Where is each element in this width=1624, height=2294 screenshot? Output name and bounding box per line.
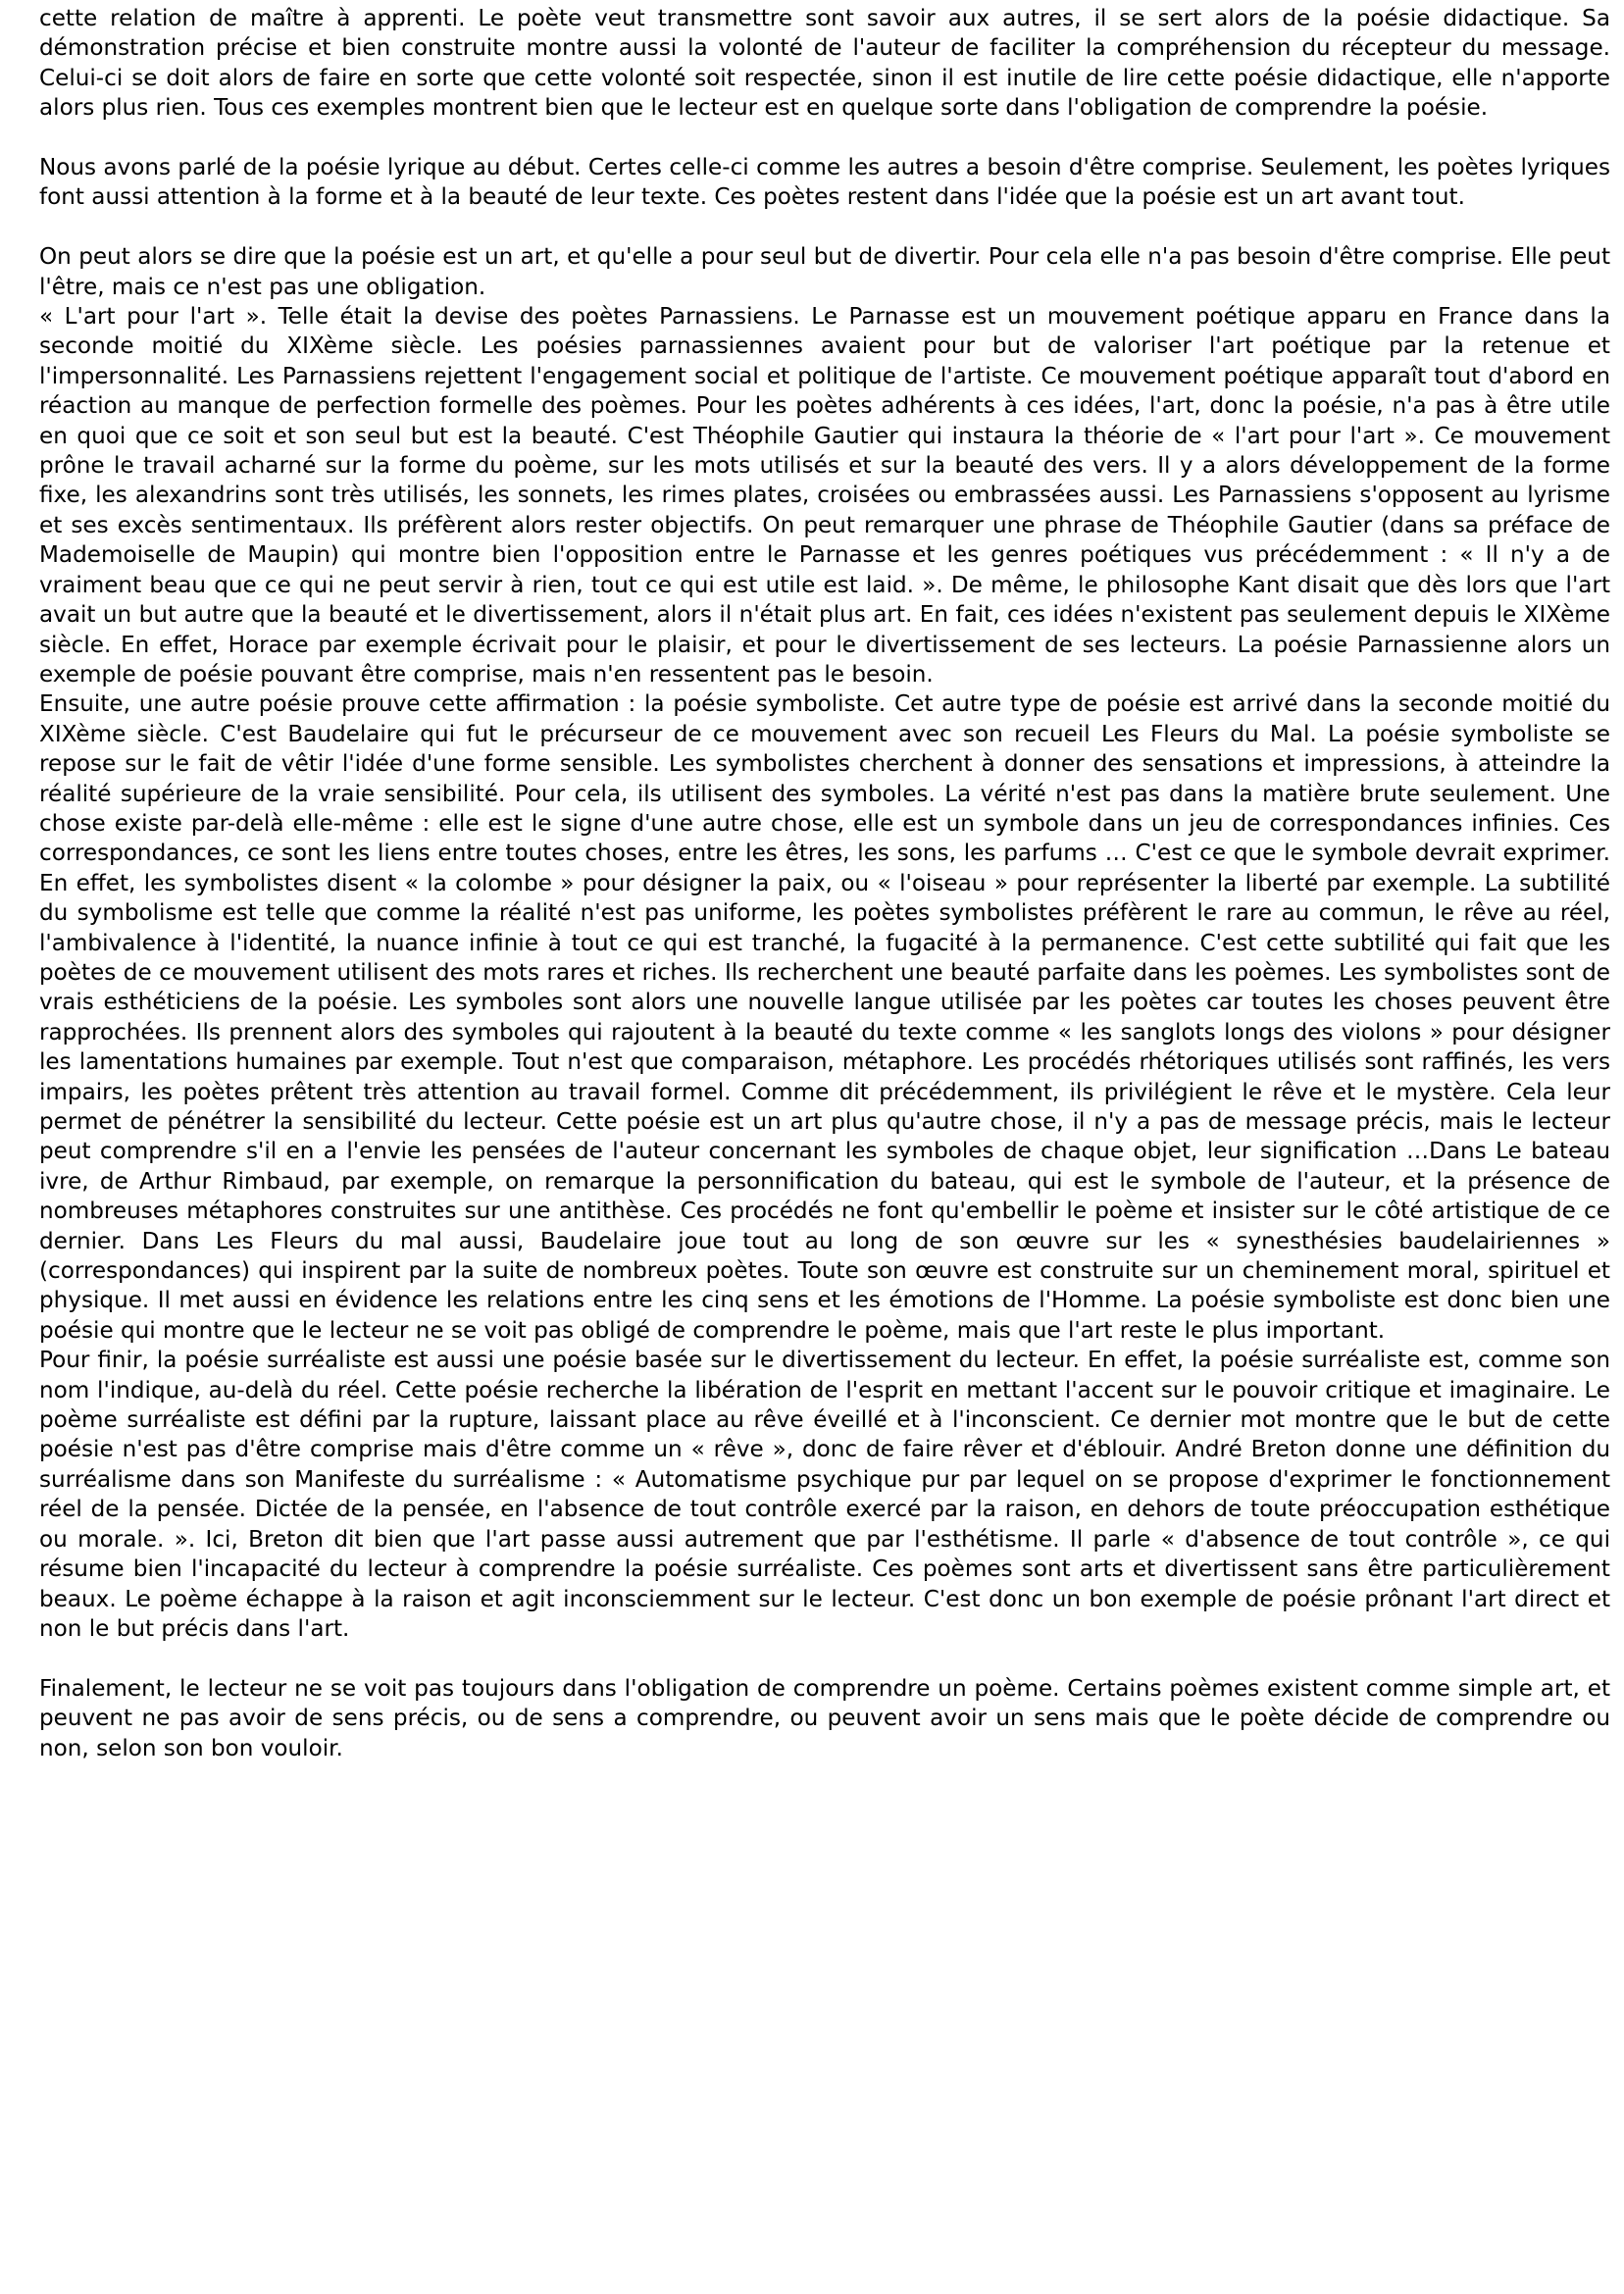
paragraph-poetry-as-art: On peut alors se dire que la poésie est un art, et qu'elle a pour seul but de divertir. Pour cela elle n'a pas besoin d'être comprise. Elle peut l'être, mais ce n'est pas une obligation. [39,244,1610,300]
paragraph-spacer [39,213,1610,242]
paragraph-spacer [39,124,1610,153]
paragraph-symbolist: Ensuite, une autre poésie prouve cette affirmation : la poésie symboliste. Cet autre type de poésie est arrivé dans la seconde moitié du XIXème siècle. C'est Baudelaire qui fut le précurseur de ce mouvement avec son recueil Les Fleurs du Mal. La poésie symboliste se repose sur le fait de vêtir l'idée d'une forme sensible. Les symbolistes cherchent à donner des sensations et impressions, à atteindre la réalité supérieure de la vraie sensibilité. Pour cela, ils utilisent des symboles. La vérité n'est pas dans la matière brute seulement. Une chose existe par-delà elle-même : elle est le signe d'une autre chose, elle est un symbole dans un jeu de correspondances infinies. Ces correspondances, ce sont les liens entre toutes choses, entre les êtres, les sons, les parfums … C'est ce que le symbole devrait exprimer. En effet, les symbolistes disent « la colombe » pour désigner la paix, ou « l'oiseau » pour représenter la liberté par exemple. La subtilité du symbolisme est telle que comme la réalité n'est pas uniforme, les poètes symbolistes préfèrent le rare au commun, le rêve au réel, l'ambivalence à l'identité, la nuance infinie à tout ce qui est tranché, la fugacité à la permanence. C'est cette subtilité qui fait que les poètes de ce mouvement utilisent des mots rares et riches. Ils recherchent une beauté parfaite dans les poèmes. Les symbolistes sont de vrais esthéticiens de la poésie. Les symboles sont alors une nouvelle langue utilisée par les poètes car toutes les choses peuvent être rapprochées. Ils prennent alors des symboles qui rajoutent à la beauté du texte comme « les sanglots longs des violons » pour désigner les lamentations humaines par exemple. Tout n'est que comparaison, métaphore. Les procédés rhétoriques utilisés sont raffinés, les vers impairs, les poètes prêtent très attention au travail formel. Comme dit précédemment, ils privilégient le rêve et le mystère. Cela leur permet de pénétrer la sensibilité du lecteur. Cette poésie est un art plus qu'autre chose, il n'y a pas de message précis, mais le lecteur peut comprendre s'il en a l'envie les pensées de l'auteur concernant les symboles de chaque objet, leur signification …Dans Le bateau ivre, de Arthur Rimbaud, par exemple, on remarque la personnification du bateau, qui est le symbole de l'auteur, et la présence de nombreuses métaphores construites sur une antithèse. Ces procédés ne font qu'embellir le poème et insister sur le côté artistique de ce dernier. Dans Les Fleurs du mal aussi, Baudelaire joue tout au long de son œuvre sur les « synesthésies baudelairiennes » (correspondances) qui inspirent par la suite de nombreux poètes. Toute son œuvre est construite sur un cheminement moral, spirituel et physique. Il met aussi en évidence les relations entre les cinq sens et les émotions de l'Homme. La poésie symboliste est donc bien une poésie qui montre que le lecteur ne se voit pas obligé de comprendre le poème, mais que l'art reste le plus important. [39,691,1610,1344]
paragraph-surrealist: Pour finir, la poésie surréaliste est aussi une poésie basée sur le divertissement du lecteur. En effet, la poésie surréaliste est, comme son nom l'indique, au-delà du réel. Cette poésie recherche la libération de l'esprit en mettant l'accent sur le pouvoir critique et imaginaire. Le poème surréaliste est défini par la rupture, laissant place au rêve éveillé et à l'inconscient. Ce dernier mot montre que le but de cette poésie n'est pas d'être comprise mais d'être comme un « rêve », donc de faire rêver et d'éblouir. André Breton donne une définition du surréalisme dans son Manifeste du surréalisme : « Automatisme psychique pur par lequel on se propose d'exprimer le fonctionnement réel de la pensée. Dictée de la pensée, en l'absence de tout contrôle exercé par la raison, en dehors de toute préoccupation esthétique ou morale. ». Ici, Breton dit bien que l'art passe aussi autrement que par l'esthétisme. Il parle « d'absence de tout contrôle », ce qui résume bien l'incapacité du lecteur à comprendre la poésie surréaliste. Ces poèmes sont arts et divertissent sans être particulièrement beaux. Le poème échappe à la raison et agit inconsciemment sur le lecteur. C'est donc un bon exemple de poésie prônant l'art direct et non le but précis dans l'art. [39,1348,1610,1642]
paragraph-final-conclusion: Finalement, le lecteur ne se voit pas toujours dans l'obligation de comprendre un poème. Certains poèmes existent comme simple art, et peuvent ne pas avoir de sens précis, ou de sens a comprendre, ou peuvent avoir un sens mais que le poète décide de comprendre ou non, selon son bon vouloir. [39,1675,1610,1761]
paragraph-lyric-poetry: Nous avons parlé de la poésie lyrique au début. Certes celle-ci comme les autres a besoin d'être comprise. Seulement, les poètes lyriques font aussi attention à la forme et à la beauté de leur texte. Ces poètes restent dans l'idée que la poésie est un art avant tout. [39,155,1610,211]
paragraph-didactic-conclusion: cette relation de maître à apprenti. Le poète veut transmettre sont savoir aux autres, il se sert alors de la poésie didactique. Sa démonstration précise et bien construite montre aussi la volonté de l'auteur de faciliter la compréhension du récepteur du message. Celui-ci se doit alors de faire en sorte que cette volonté soit respectée, sinon il est inutile de lire cette poésie didactique, elle n'apporte alors plus rien. Tous ces exemples montrent bien que le lecteur est en quelque sorte dans l'obligation de comprendre la poésie. [39,6,1610,122]
document-page [39,4,1610,1763]
paragraph-parnassian: « L'art pour l'art ». Telle était la devise des poètes Parnassiens. Le Parnasse est un mouvement poétique apparu en France dans la seconde moitié du XIXème siècle. Les poésies parnassiennes avaient pour but de valoriser l'art poétique par la retenue et l'impersonnalité. Les Parnassiens rejettent l'engagement social et politique de l'artiste. Ce mouvement poétique apparaît tout d'abord en réaction au manque de perfection formelle des poèmes. Pour les poètes adhérents à ces idées, l'art, donc la poésie, n'a pas à être utile en quoi que ce soit et son seul but est la beauté. C'est Théophile Gautier qui instaura la théorie de « l'art pour l'art ». Ce mouvement prône le travail acharné sur la forme du poème, sur les mots utilisés et sur la beauté des vers. Il y a alors développement de la forme fixe, les alexandrins sont très utilisés, les sonnets, les rimes plates, croisées ou embrassées aussi. Les Parnassiens s'opposent au lyrisme et ses excès sentimentaux. Ils préfèrent alors rester objectifs. On peut remarquer une phrase de Théophile Gautier (dans sa préface de Mademoiselle de Maupin) qui montre bien l'opposition entre le Parnasse et les genres poétiques vus précédemment : « Il n'y a de vraiment beau que ce qui ne peut servir à rien, tout ce qui est utile est laid. ». De même, le philosophe Kant disait que dès lors que l'art avait un but autre que la beauté et le divertissement, alors il n'était plus art. En fait, ces idées n'existent pas seulement depuis le XIXème siècle. En effet, Horace par exemple écrivait pour le plaisir, et pour le divertissement de ses lecteurs. La poésie Parnassienne alors un exemple de poésie pouvant être comprise, mais n'en ressentent pas le besoin. [39,304,1610,688]
paragraph-spacer [39,1644,1610,1673]
